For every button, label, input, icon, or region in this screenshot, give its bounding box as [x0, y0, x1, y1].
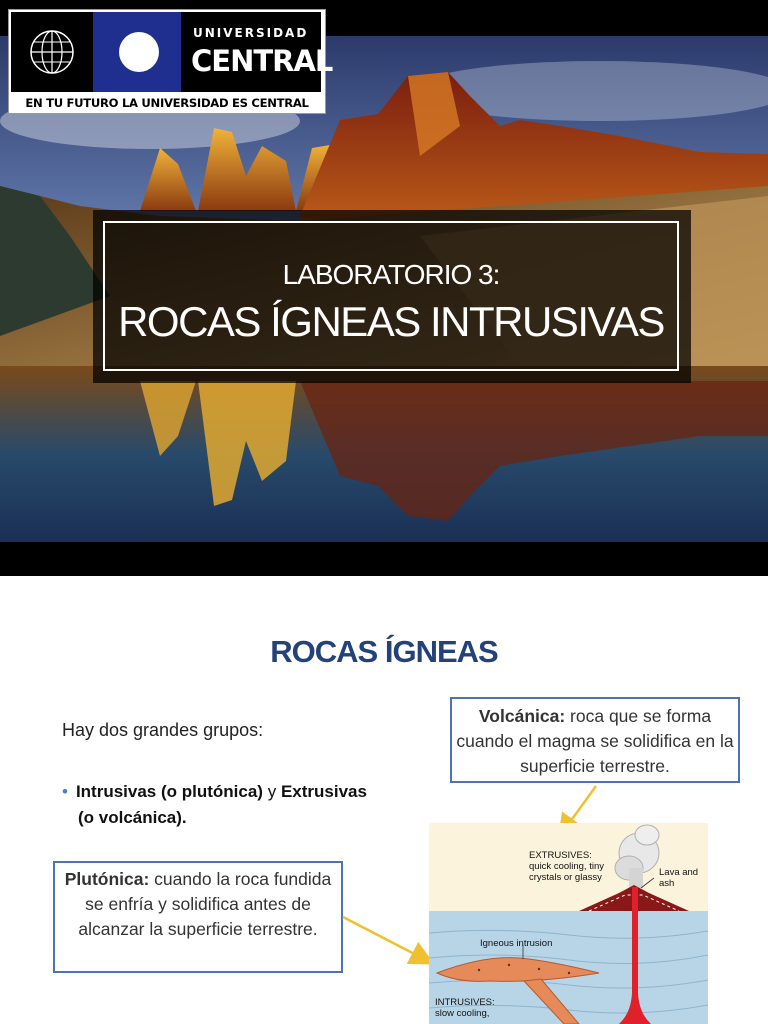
diagram-lava-line2: ash	[659, 878, 675, 889]
intro-text: Hay dos grandes grupos:	[62, 720, 264, 740]
logo-tagline: EN TU FUTURO LA UNIVERSIDAD ES CENTRAL	[25, 96, 309, 110]
content-slide	[0, 576, 768, 1024]
logo-word-top: UNIVERSIDAD	[193, 26, 309, 40]
logo-circle	[119, 32, 159, 72]
bullet-extrusivas: Extrusivas	[280, 782, 367, 801]
arrow-icon	[343, 917, 428, 961]
page-title: ROCAS ÍGNEAS	[270, 634, 498, 669]
logo-word-main: CENTRAL	[191, 44, 333, 78]
callout-plutonica-text: cuando la roca fundida se enfría y solidifica antes de alcanzar la superficie terrestre.	[78, 869, 332, 939]
bullet-dot-icon: •	[62, 782, 68, 801]
diagram-extrusives-title: EXTRUSIVES:	[529, 850, 592, 861]
diagram-intrusives-line2: slow cooling,	[435, 1008, 490, 1019]
university-logo	[8, 9, 333, 114]
title-box	[93, 210, 691, 383]
diagram-extrusives-line2: quick cooling, tiny	[529, 861, 604, 872]
slide-title: ROCAS ÍGNEAS INTRUSIVAS	[118, 298, 664, 345]
diagram-intrusives-label	[435, 997, 495, 1019]
slide-subtitle: LABORATORIO 3:	[282, 259, 500, 290]
title-frame	[103, 221, 679, 371]
diagram-intrusives-title: INTRUSIVES:	[435, 997, 495, 1008]
diagram-extrusives-label	[529, 850, 604, 883]
igneous-rock-diagram	[429, 823, 708, 1024]
callout-plutonica-term: Plutónica:	[64, 869, 150, 889]
diagram-lava-line1: Lava and	[659, 867, 699, 878]
diagram-lava-label	[659, 867, 698, 889]
logo-blue-square	[93, 12, 181, 92]
bullet-intrusivas: Intrusivas (o plutónica)	[75, 782, 263, 801]
globe-icon	[29, 29, 75, 75]
bullet-extrusivas-cont: (o volcánica).	[78, 808, 187, 827]
logo-dark-band	[11, 12, 333, 92]
diagram-extrusives-line3: crystals or glassy	[529, 872, 602, 883]
diagram-intrusion-label: Igneous intrusion	[480, 938, 553, 949]
bullet-connector: y	[262, 782, 281, 801]
callout-volcanica-text: roca que se forma cuando el magma se solidifica en la superficie terrestre.	[456, 706, 734, 776]
callout-volcanica-term: Volcánica:	[478, 706, 566, 726]
